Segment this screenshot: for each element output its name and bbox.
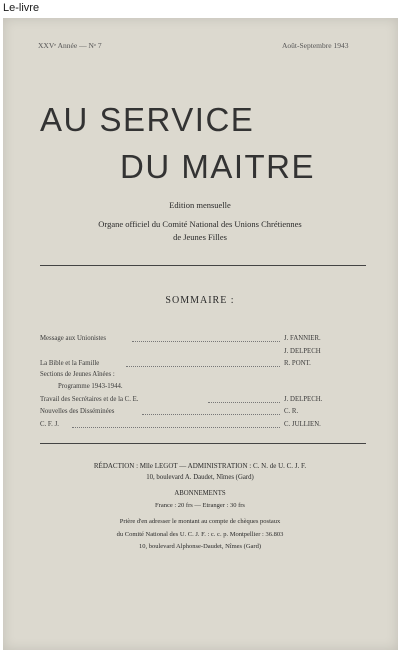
toc-author: J. FANNIER. (284, 335, 321, 342)
toc-leader (132, 341, 280, 342)
toc-author: R. PONT. (284, 360, 311, 367)
toc-row (40, 408, 366, 418)
redaction-line: RÉDACTION : Mlle LEGOT — ADMINISTRATION : C. N. de U. C. J. F. (93, 462, 307, 470)
toc-row (40, 371, 366, 381)
toc-author: J. DELPECH (284, 348, 321, 355)
edition-text: Edition mensuelle (169, 200, 231, 210)
toc-label: Travail des Secrétaires et de la C. E. (40, 396, 139, 403)
toc-label: Message aux Unionistes (40, 335, 107, 342)
toc-label: Sections de Jeunes Aînées : (40, 371, 115, 378)
toc-author: C. JULLIEN. (284, 421, 321, 428)
toc-leader (208, 402, 280, 403)
sommaire-heading: SOMMAIRE : (165, 295, 235, 306)
toc-author: J. DELPECH. (284, 396, 323, 403)
toc-author: C. R. (284, 408, 299, 415)
title-line-2: DU MAITRE (120, 148, 315, 185)
abonnements-title: ABONNEMENTS (174, 490, 226, 497)
payment-instruction-line-3: 10, boulevard Alphonse-Daudet, Nîmes (Gard) (138, 543, 262, 550)
issue-date: Août-Septembre 1943 (282, 41, 349, 50)
title-line-1: AU SERVICE (40, 101, 255, 138)
toc-label: Nouvelles des Disséminées (40, 408, 115, 415)
toc-row (40, 360, 366, 370)
toc-row (40, 348, 366, 358)
toc-leader (126, 366, 280, 367)
toc-row (40, 335, 366, 345)
toc-label: La Bible et la Famille (40, 360, 100, 367)
issue-number: XXVᵉ Année — Nᵒ 7 (38, 41, 102, 50)
organe-line-2: de Jeunes Filles (173, 232, 227, 242)
toc-label: Programme 1943-1944. (58, 383, 123, 390)
watermark: Le-livre (3, 2, 40, 14)
toc-row (40, 421, 366, 431)
payment-instruction-line-1: Prière d'en adresser le montant au compte de chèques postaux (119, 518, 281, 525)
organe-line-1: Organe officiel du Comité National des Unions Chrétiennes (98, 219, 302, 229)
toc-leader (142, 414, 280, 415)
abonnements-prices: France : 20 frs — Etranger : 30 frs (155, 502, 245, 509)
payment-instruction-line-2: du Comité National des U. C. J. F. : c. c. p. Montpellier : 36.803 (116, 531, 284, 538)
toc-leader (72, 427, 280, 428)
toc-row (40, 396, 366, 406)
top-divider (40, 265, 366, 266)
toc-label: C. F. J. (40, 421, 59, 428)
toc-row (40, 383, 366, 393)
address-line: 10, boulevard A. Daudet, Nîmes (Gard) (146, 474, 254, 481)
bottom-divider (40, 443, 366, 444)
